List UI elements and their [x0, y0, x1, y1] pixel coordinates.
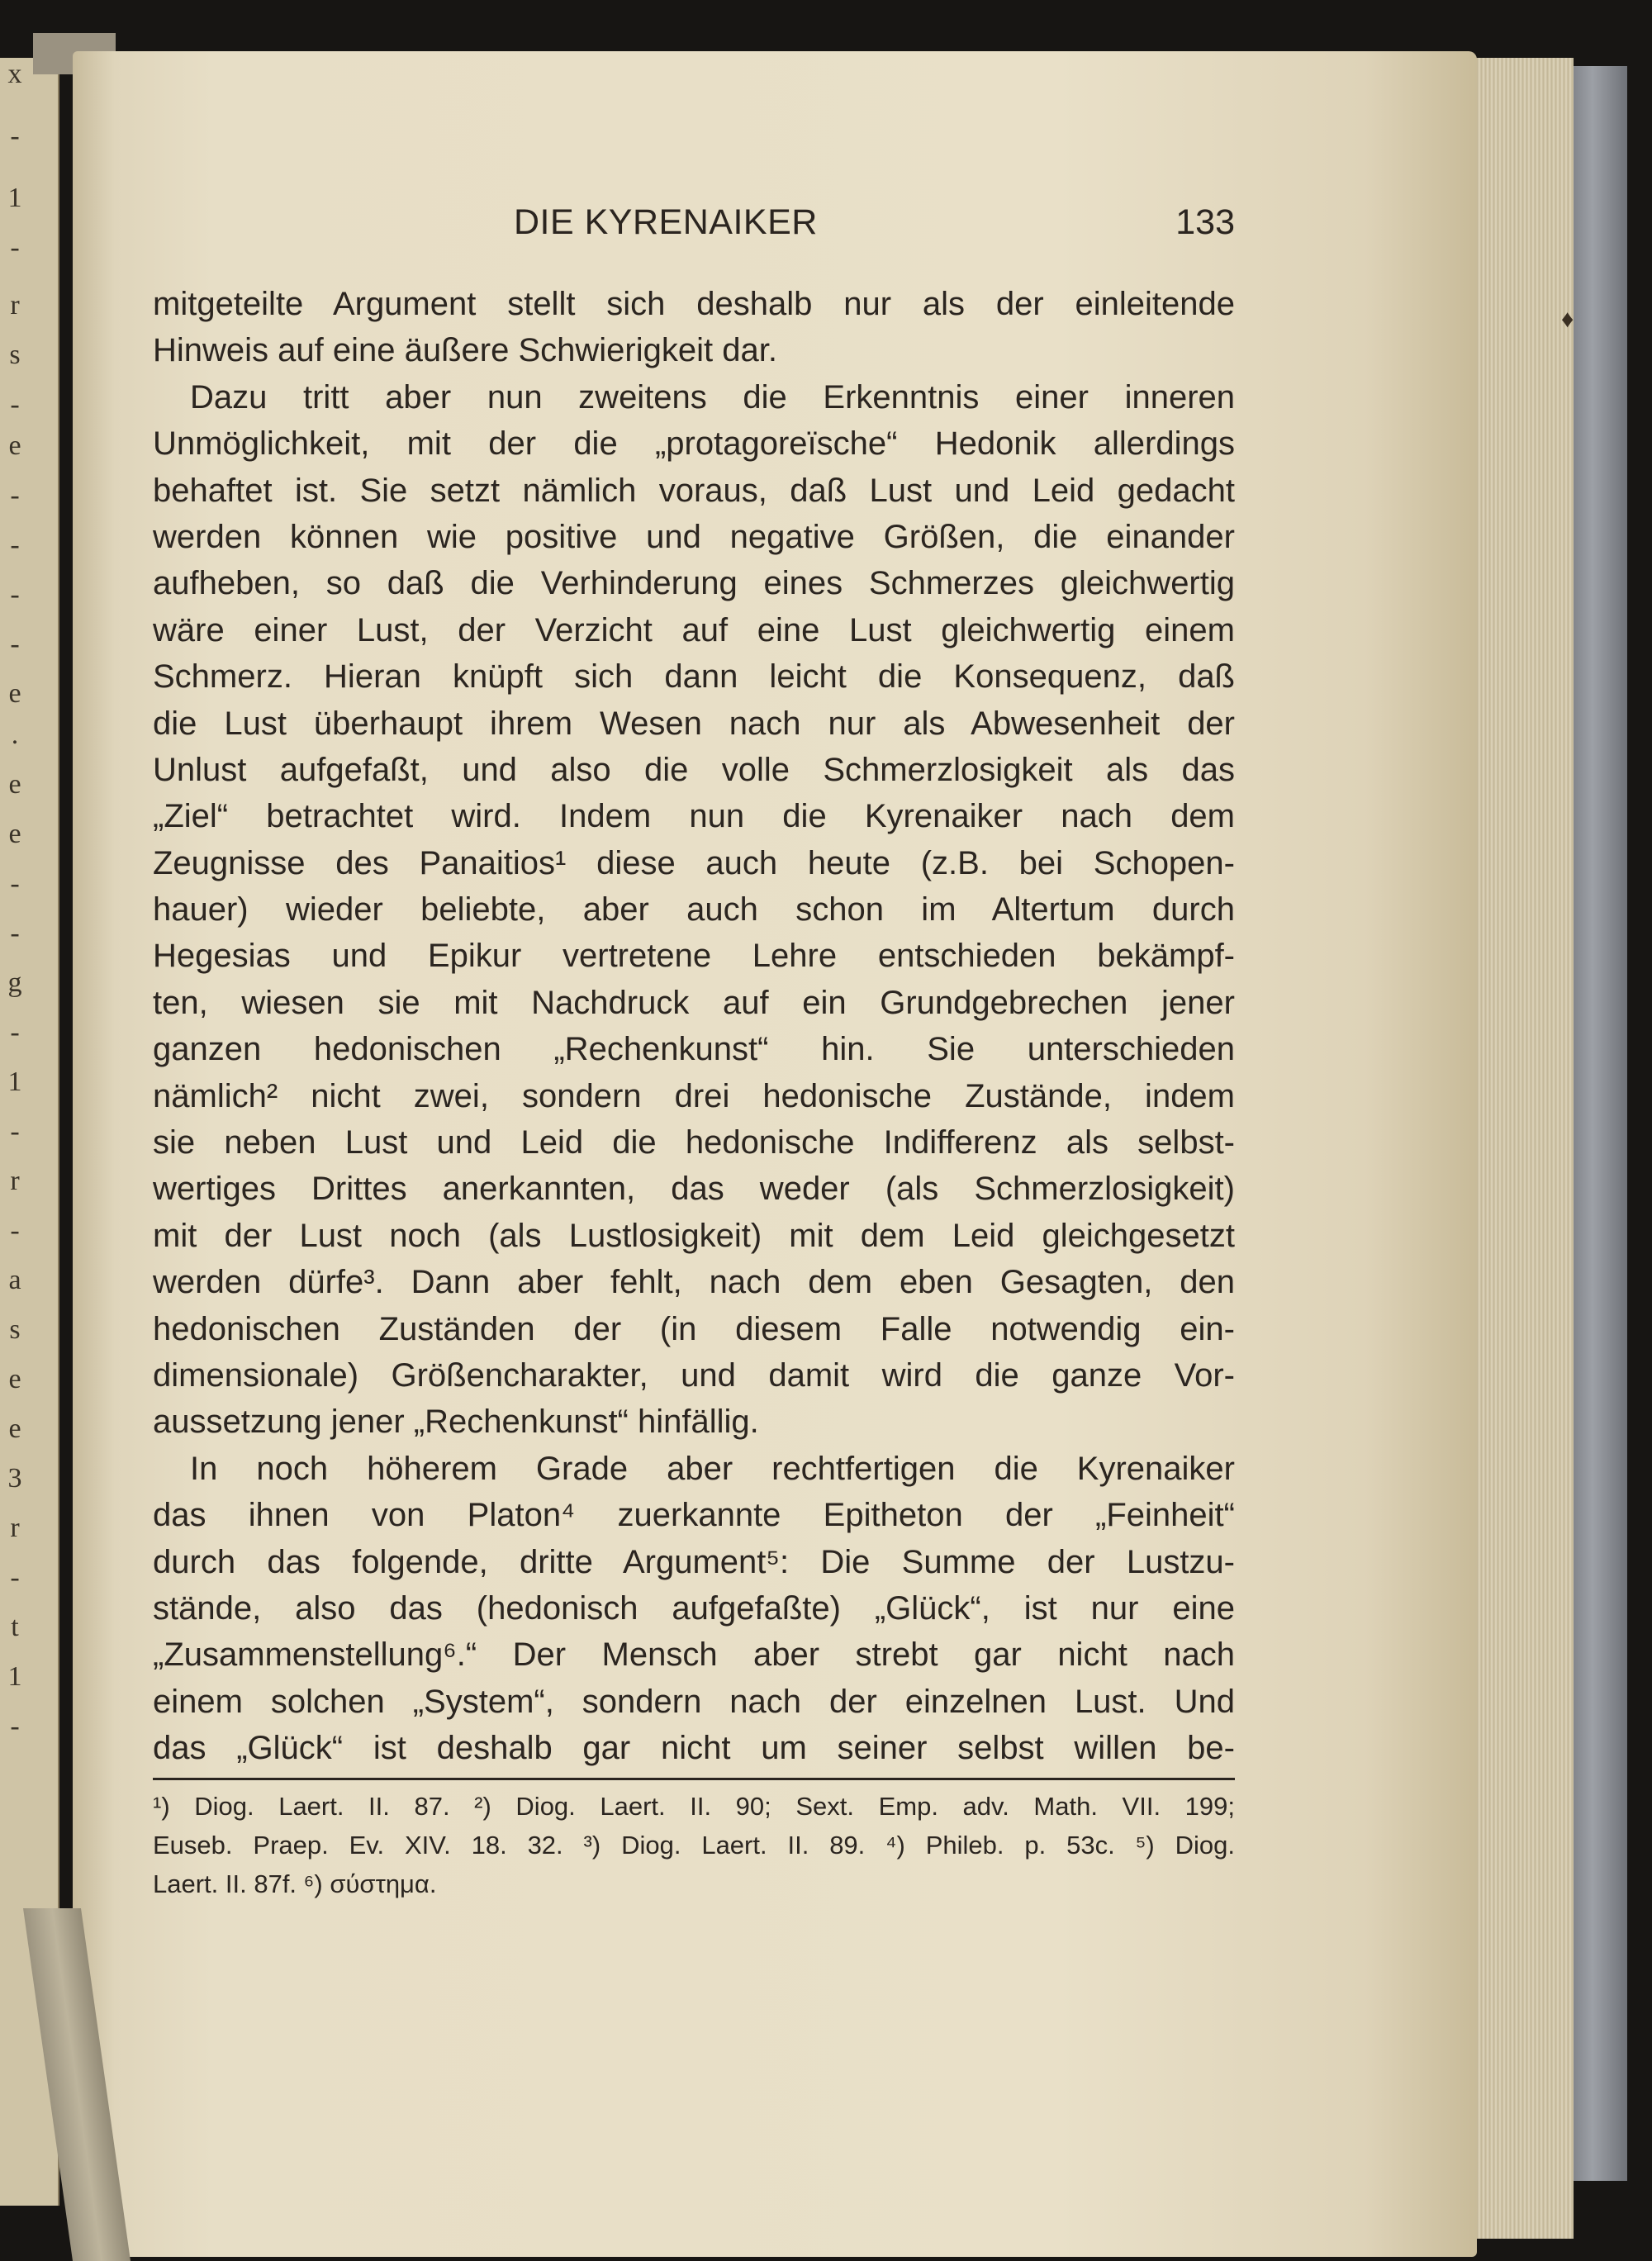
left-page-mark: g [7, 967, 22, 998]
text-line: dimensionale) Größencharakter, und damit wird die ganze Vor- [153, 1356, 1235, 1394]
left-page-mark: - [10, 1562, 20, 1593]
text-line: nämlich² nicht zwei, sondern drei hedonische Zustände, indem [153, 1077, 1235, 1114]
text-line: hauer) wieder beliebte, aber auch schon im Altertum durch [153, 891, 1235, 929]
text-line: durch das folgende, dritte Argument⁵: Die Summe der Lustzu- [153, 1543, 1235, 1580]
text-line: „Zusammenstellung⁶.“ Der Mensch aber strebt gar nicht nach [153, 1636, 1235, 1674]
page-edges [1470, 58, 1574, 2239]
footnotes [153, 1787, 1235, 1903]
body-text [153, 281, 1235, 1772]
running-title: DIE KYRENAIKER [514, 202, 818, 242]
left-page-mark: - [10, 121, 20, 151]
footnote-rule [153, 1778, 1235, 1780]
left-page-mark: e [8, 430, 21, 461]
left-page-mark: 3 [7, 1463, 22, 1494]
left-page-mark: - [10, 389, 20, 420]
left-page-mark: - [10, 868, 20, 899]
text-line: die Lust überhaupt ihrem Wesen nach nur als Abwesenheit der [153, 705, 1235, 742]
text-line: das ihnen von Platon⁴ zuerkannte Epitheton der „Feinheit“ [153, 1497, 1235, 1534]
text-line: Schmerz. Hieran knüpft sich dann leicht die Konsequenz, daß [153, 658, 1235, 696]
text-line: ganzen hedonischen „Rechenkunst“ hin. Sie unterschieden [153, 1031, 1235, 1068]
left-page-mark: r [10, 290, 20, 321]
left-page-mark: 1 [7, 1661, 22, 1692]
left-page-mark: e [8, 678, 21, 709]
text-line: Zeugnisse des Panaitios¹ diese auch heute (z.B. bei Schopen- [153, 844, 1235, 881]
left-page-mark: s [9, 340, 21, 370]
left-page-mark: - [10, 1215, 20, 1246]
left-page-mark: - [10, 918, 20, 948]
left-page-edge [0, 58, 59, 2206]
text-line: sie neben Lust und Leid die hedonische Indifferenz als selbst- [153, 1124, 1235, 1161]
text-line: stände, also das (hedonisch aufgefaßte) „Glück“, ist nur eine [153, 1589, 1235, 1627]
text-line: In noch höherem Grade aber rechtfertigen die Kyrenaiker [190, 1450, 1235, 1487]
text-line: das „Glück“ ist deshalb gar nicht um seiner selbst willen be- [153, 1730, 1235, 1767]
text-line: Dazu tritt aber nun zweitens die Erkenntnis einer inneren [190, 378, 1235, 416]
book-cover [1569, 66, 1627, 2181]
text-line: Hinweis auf eine äußere Schwierigkeit dar. [153, 332, 777, 369]
left-page-mark: a [8, 1265, 21, 1295]
text-line: aussetzung jener „Rechenkunst“ hinfällig. [153, 1404, 759, 1441]
left-page-mark: - [10, 232, 20, 263]
text-line: „Ziel“ betrachtet wird. Indem nun die Kyrenaiker nach dem [153, 798, 1235, 835]
left-page-mark: 1 [7, 1066, 22, 1097]
margin-mark: ♦ [1561, 306, 1574, 333]
left-page-mark: - [10, 1711, 20, 1741]
text-line: aufheben, so daß die Verhinderung eines Schmerzes gleichwertig [153, 565, 1235, 602]
text-line: Hegesias und Epikur vertretene Lehre entschieden bekämpf- [153, 938, 1235, 975]
left-page-mark: r [10, 1166, 20, 1196]
left-page-mark: e [8, 1364, 21, 1394]
left-page-mark: - [10, 530, 20, 560]
left-page-mark: r [10, 1513, 20, 1543]
text-line: einem solchen „System“, sondern nach der einzelnen Lust. Und [153, 1683, 1235, 1720]
text-line: ten, wiesen sie mit Nachdruck auf ein Grundgebrechen jener [153, 984, 1235, 1021]
left-page-mark: s [9, 1314, 21, 1345]
text-line: wertiges Drittes anerkannten, das weder (als Schmerzlosigkeit) [153, 1171, 1235, 1208]
text-line: werden dürfe³. Dann aber fehlt, nach dem eben Gesagten, den [153, 1264, 1235, 1301]
left-page-mark: t [11, 1612, 19, 1642]
left-page-mark: - [10, 629, 20, 659]
left-page-mark: - [10, 1116, 20, 1147]
left-page-mark: . [11, 720, 19, 750]
footnote-line: Laert. II. 87f. ⁶) σύστημα. [153, 1869, 437, 1898]
left-page-mark: 1 [7, 183, 22, 213]
text-line: Unmöglichkeit, mit der die „protagoreïsche“ Hedonik allerdings [153, 425, 1235, 463]
text-line: Unlust aufgefaßt, und also die volle Schmerzlosigkeit als das [153, 751, 1235, 788]
text-line: wäre einer Lust, der Verzicht auf eine Lust gleichwertig einem [153, 611, 1235, 648]
text-line: mitgeteilte Argument stellt sich deshalb nur als der einleitende [153, 286, 1235, 322]
left-page-mark: e [8, 1413, 21, 1444]
left-page-mark: x [7, 59, 22, 89]
left-page-mark: e [8, 769, 21, 800]
page-number: 133 [1175, 202, 1235, 242]
page-header [153, 202, 1235, 252]
footnote-line: Euseb. Praep. Ev. XIV. 18. 32. ³) Diog. Laert. II. 89. ⁴) Phileb. p. 53c. ⁵) Diog. [153, 1831, 1235, 1860]
text-line: behaftet ist. Sie setzt nämlich voraus, daß Lust und Leid gedacht [153, 472, 1235, 509]
left-page-mark: - [10, 1017, 20, 1047]
text-line: hedonischen Zuständen der (in diesem Falle notwendig ein- [153, 1310, 1235, 1347]
text-line: werden können wie positive und negative Größen, die einander [153, 518, 1235, 555]
left-page-mark: - [10, 579, 20, 610]
text-line: mit der Lust noch (als Lustlosigkeit) mit dem Leid gleichgesetzt [153, 1217, 1235, 1254]
left-page-mark: - [10, 480, 20, 511]
footnote-line: ¹) Diog. Laert. II. 87. ²) Diog. Laert. II. 90; Sext. Emp. adv. Math. VII. 199; [153, 1792, 1235, 1821]
left-page-marks [0, 58, 33, 2206]
left-page-mark: e [8, 819, 21, 849]
